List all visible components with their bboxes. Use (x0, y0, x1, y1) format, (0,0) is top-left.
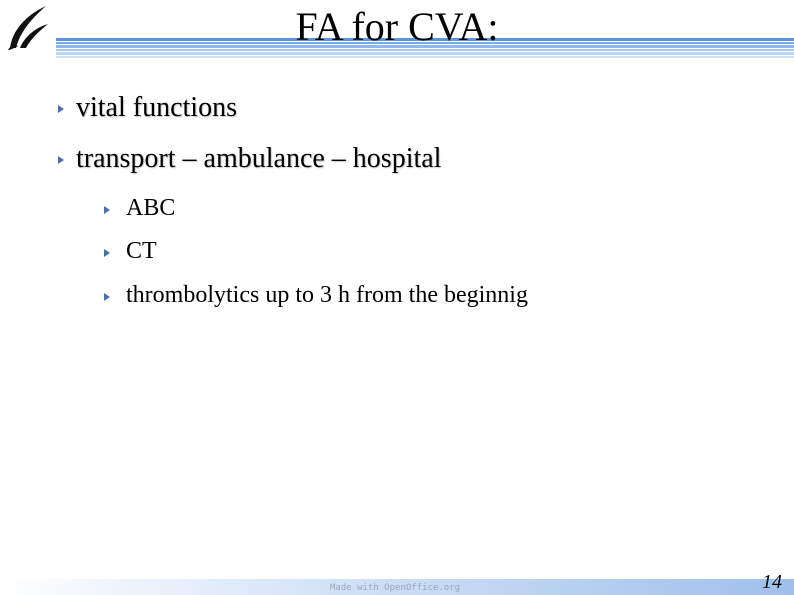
sub-bullet-text: CT (126, 238, 157, 264)
sub-bullet-item (126, 237, 157, 265)
bullet-item (76, 92, 237, 124)
bullet-item (76, 143, 441, 175)
sub-bullet-text: ABC (126, 195, 176, 221)
slide-title: FA for CVA: (295, 4, 499, 49)
sub-bullet-item (126, 194, 175, 222)
bullet-arrow-icon (104, 206, 110, 214)
sub-bullet-text: thrombolytics up to 3 h from the beginnig (126, 282, 528, 308)
page-number: 14 (762, 571, 782, 593)
bullet-arrow-icon (58, 156, 64, 164)
bullet-arrow-icon (104, 249, 110, 257)
header-stripe (56, 52, 794, 55)
sub-bullet-item (126, 281, 528, 309)
bullet-text: vital functions (76, 92, 237, 123)
bullet-arrow-icon (104, 293, 110, 301)
made-with-label: Made with OpenOffice.org (330, 583, 461, 593)
bullet-text: transport – ambulance – hospital (76, 143, 442, 174)
header-stripe (56, 56, 794, 58)
bullet-arrow-icon (58, 105, 64, 113)
